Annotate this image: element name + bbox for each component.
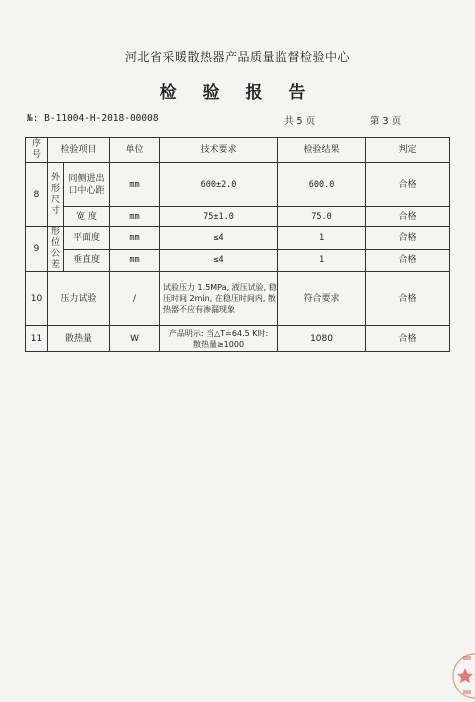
- row11-judge: 合格: [366, 326, 450, 352]
- inspection-table: [25, 137, 450, 352]
- row8-unit2: mm: [110, 207, 160, 227]
- table-row: [26, 326, 450, 352]
- row9-unit2: mm: [110, 249, 160, 272]
- table-header-row: [26, 138, 450, 163]
- row9-req1: ≤4: [160, 227, 278, 250]
- row11-req-line1: 产品明示: 当△T=64.5 K时:: [168, 328, 269, 338]
- row8-seq: 8: [26, 163, 48, 227]
- row11-req: [160, 326, 278, 352]
- row9-seq: 9: [26, 227, 48, 272]
- row8-group: 外形尺寸: [48, 163, 64, 227]
- row8-res1: 600.0: [278, 163, 366, 207]
- row10-item: 压力试验: [48, 272, 110, 326]
- row9-sub2: 垂直度: [64, 249, 110, 272]
- row10-judge: 合格: [366, 272, 450, 326]
- header-item: 检验项目: [48, 138, 110, 163]
- table-row: [26, 272, 450, 326]
- row9-req2: ≤4: [160, 249, 278, 272]
- row8-res2: 75.0: [278, 207, 366, 227]
- header-result: 检验结果: [278, 138, 366, 163]
- header-judgement: 判定: [366, 138, 450, 163]
- row8-unit1: mm: [110, 163, 160, 207]
- org-name: 河北省采暖散热器产品质量监督检验中心: [124, 50, 350, 64]
- row9-unit1: mm: [110, 227, 160, 250]
- row8-req1: 600±2.0: [160, 163, 278, 207]
- header-seq: 序号: [26, 138, 48, 163]
- row9-res1: 1: [278, 227, 366, 250]
- row11-res: 1080: [278, 326, 366, 352]
- seal-stamp-icon: [449, 650, 475, 702]
- row9-group: 形位公差: [48, 227, 64, 272]
- report-title: 检 验 报 告: [159, 83, 316, 103]
- header-unit: 单位: [110, 138, 160, 163]
- page-number: 第 3 页: [370, 116, 402, 127]
- row8-sub1: 同侧进出口中心距: [64, 163, 110, 207]
- row8-sub2: 宽 度: [64, 207, 110, 227]
- row11-req-line2: 散热量≥1000: [192, 339, 245, 349]
- total-pages: 共 5 页: [284, 116, 316, 127]
- row8-judge1: 合格: [366, 163, 450, 207]
- row10-req: 试验压力 1.5MPa, 液压试验, 稳压时间 2min, 在稳压时间内, 散热器不应有渗漏现象: [160, 272, 278, 326]
- table-row: [26, 227, 450, 250]
- table-row: [26, 207, 450, 227]
- row9-res2: 1: [278, 249, 366, 272]
- report-number: №: B-11004-H-2018-00008: [27, 113, 159, 124]
- table-row: [26, 163, 450, 207]
- row11-seq: 11: [26, 326, 48, 352]
- row10-unit: /: [110, 272, 160, 326]
- table-row: [26, 249, 450, 272]
- row10-seq: 10: [26, 272, 48, 326]
- row9-judge2: 合格: [366, 249, 450, 272]
- row9-judge1: 合格: [366, 227, 450, 250]
- row11-item: 散热量: [48, 326, 110, 352]
- header-requirement: 技术要求: [160, 138, 278, 163]
- row10-res: 符合要求: [278, 272, 366, 326]
- row8-judge2: 合格: [366, 207, 450, 227]
- row8-req2: 75±1.0: [160, 207, 278, 227]
- row9-sub1: 平面度: [64, 227, 110, 250]
- row11-unit: W: [110, 326, 160, 352]
